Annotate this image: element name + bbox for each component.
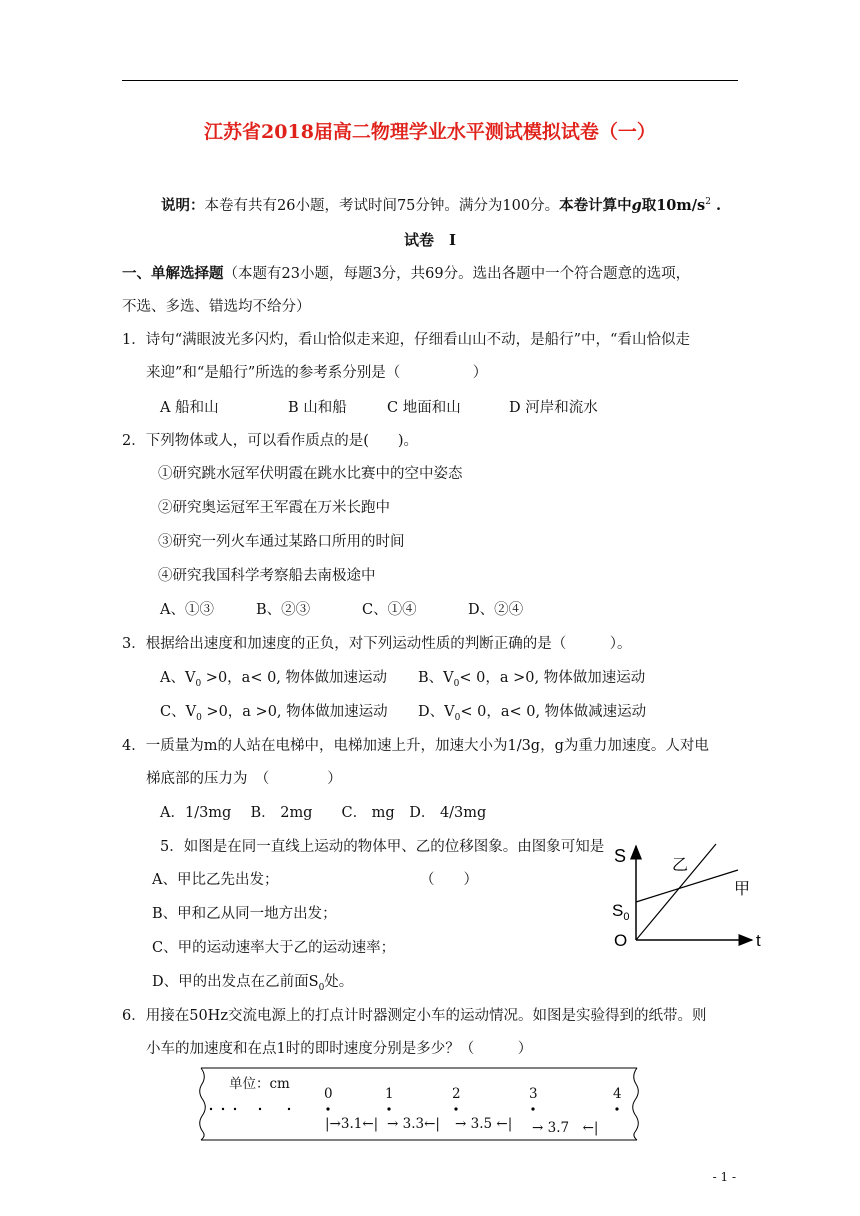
q2-item3: ③研究一列火车通过某路口所用的时间 bbox=[158, 534, 405, 550]
q1-line2: 来迎”和“是船行”所选的参考系分别是（ ） bbox=[146, 365, 488, 381]
graph-line-jia bbox=[636, 870, 738, 902]
q3-option-a: A、$V_0 >0$，a< 0, 物体做加速运动 bbox=[160, 670, 388, 689]
q2-item1: ①研究跳水冠军伏明霞在跳水比赛中的空中姿态 bbox=[158, 466, 463, 482]
tape-unit-label: 单位：cm bbox=[229, 1076, 290, 1092]
s0-label: $S_0$ bbox=[612, 901, 630, 923]
tape-point-0: 0 bbox=[324, 1086, 333, 1102]
q5-option-b: B、甲和乙从同一地方出发； bbox=[152, 906, 337, 922]
q5-option-c: C、甲的运动速率大于乙的运动速率； bbox=[152, 940, 396, 956]
q1-option-c: C 地面和山 bbox=[387, 400, 461, 416]
origin-label: O bbox=[614, 931, 628, 950]
tape-segment-2: → 3.3←| bbox=[387, 1116, 440, 1132]
q4-options: A．1/3mg B． 2mg C． mg D． 4/3mg bbox=[160, 805, 487, 821]
q2-option-d: D、②④ bbox=[468, 602, 524, 618]
q2-option-a: A、①③ bbox=[160, 602, 214, 618]
tape-point-1: 1 bbox=[385, 1086, 394, 1102]
q4-line1: 4．一质量为m的人站在电梯中，电梯加速上升，加速大小为1/3g，g为重力加速度。人对电 bbox=[122, 738, 709, 754]
q2-stem: 2．下列物体或人，可以看作质点的是( )。 bbox=[122, 433, 419, 449]
q3-option-c: C、$V_0 >0$，a >0, 物体做加速运动 bbox=[160, 704, 388, 723]
q2-item4: ④研究我国科学考察船去南极途中 bbox=[158, 568, 376, 584]
t-axis-label: t bbox=[756, 931, 761, 950]
part1-heading: 一、单解选择题（本题有23小题，每题3分，共69分。选出各题中一个符合题意的选项， bbox=[122, 265, 691, 282]
q1-option-d: D 河岸和流水 bbox=[509, 400, 598, 416]
position-time-graph bbox=[606, 840, 776, 960]
q5-answer-blank: （ ） bbox=[420, 872, 478, 888]
page-title: 江苏省2018届高二物理学业水平测试模拟试卷（一） bbox=[204, 121, 656, 143]
q3-stem: 3．根据给出速度和加速度的正负，对下列运动性质的判断正确的是（ ）。 bbox=[122, 636, 632, 652]
q6-line1: 6．用接在50Hz交流电源上的打点计时器测定小车的运动情况。如图是实验得到的纸带。则 bbox=[122, 1008, 707, 1024]
q2-option-c: C、①④ bbox=[362, 602, 417, 618]
paper-tape bbox=[199, 1066, 639, 1142]
tape-point-2: 2 bbox=[452, 1086, 461, 1102]
q3-option-d: D、$V_0< 0$，a< 0, 物体做减速运动 bbox=[418, 704, 647, 723]
instructions: 说明：本卷有共有26小题，考试时间75分钟。满分为100分。本卷计算中g取$10m/s^2$ . bbox=[161, 197, 722, 214]
q5-option-d: D、甲的出发点在乙前面$S_0$处。 bbox=[152, 974, 354, 993]
tape-segment-4: → 3.7 ←| bbox=[532, 1120, 599, 1136]
s-axis-label: S bbox=[614, 846, 627, 866]
q1-option-b: B 山和船 bbox=[288, 400, 347, 416]
yi-label: 乙 bbox=[672, 855, 689, 874]
page-number: - 1 - bbox=[712, 1170, 736, 1184]
tape-segment-3: → 3.5 ←| bbox=[455, 1116, 513, 1132]
tape-segment-1: |→3.1←| bbox=[325, 1116, 379, 1132]
part1-desc: 不选、多选、错选均不给分） bbox=[122, 299, 311, 315]
q5-stem: 5．如图是在同一直线上运动的物体甲、乙的位移图象。由图象可知是 bbox=[160, 839, 605, 855]
q2-item2: ②研究奥运冠军王军霞在万米长跑中 bbox=[158, 500, 390, 516]
jia-label: 甲 bbox=[734, 879, 751, 898]
q4-line2: 梯底部的压力为 （ ） bbox=[146, 771, 342, 787]
q6-line2: 小车的加速度和在点1时的即时速度分别是多少？（ ） bbox=[146, 1041, 533, 1057]
q5-option-a: A、甲比乙先出发； bbox=[152, 872, 279, 888]
q1-option-a: A 船和山 bbox=[160, 400, 219, 416]
tape-point-4: 4 bbox=[613, 1086, 622, 1102]
q2-option-b: B、②③ bbox=[256, 602, 311, 618]
header-rule bbox=[122, 80, 738, 81]
q1-line1: 1．诗句“满眼波光多闪灼，看山恰似走来迎，仔细看山山不动，是船行”中，“看山恰似走 bbox=[122, 332, 690, 348]
tape-point-3: 3 bbox=[529, 1086, 538, 1102]
q3-option-b: B、$V_0< 0$，a >0, 物体做加速运动 bbox=[418, 670, 646, 689]
section-title: 试卷 I bbox=[403, 231, 457, 249]
